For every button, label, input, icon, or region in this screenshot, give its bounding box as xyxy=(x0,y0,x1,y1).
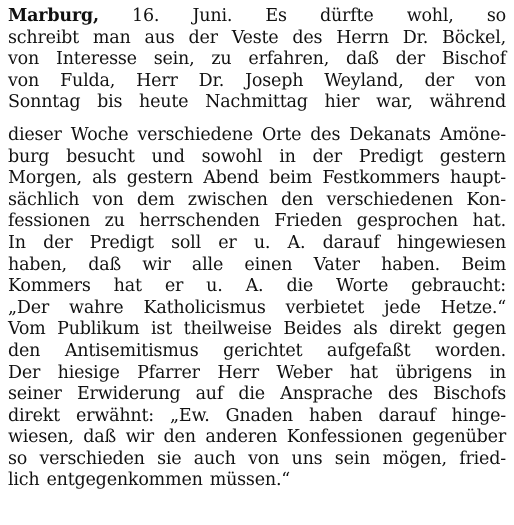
article-line xyxy=(8,384,506,406)
word: sowohl xyxy=(201,146,263,167)
article-line xyxy=(8,71,506,93)
word: zwischen xyxy=(187,189,268,210)
word: Nachmittag xyxy=(205,92,308,113)
word: Beim xyxy=(461,254,506,275)
word: Kon- xyxy=(466,189,506,210)
word: direkt xyxy=(8,405,60,426)
word: Festkommers xyxy=(322,168,440,189)
word: wir xyxy=(142,254,171,275)
article-line xyxy=(8,190,506,212)
word: der xyxy=(43,232,73,253)
word: alle xyxy=(191,254,224,275)
word: anderen xyxy=(205,427,278,448)
word: den xyxy=(281,189,314,210)
word: erfahren, xyxy=(248,49,330,70)
word: hier xyxy=(324,92,360,113)
word: wiesen, xyxy=(8,427,74,448)
word: Dr. xyxy=(198,70,225,91)
word: Amöne- xyxy=(439,124,506,145)
word: haupt- xyxy=(450,168,506,189)
word: jede xyxy=(384,297,421,318)
word: erwähnt: xyxy=(76,405,155,426)
article-line xyxy=(8,319,506,341)
word: gebraucht: xyxy=(411,276,506,297)
word: Publikum xyxy=(57,319,140,340)
word: den xyxy=(8,340,41,361)
word: Abend xyxy=(203,168,259,189)
word: In xyxy=(8,232,26,253)
word: er xyxy=(164,276,184,297)
article-line xyxy=(8,255,506,277)
word: uns xyxy=(291,448,323,469)
word: Katholicismus xyxy=(143,297,266,318)
word: Ansprache xyxy=(280,384,373,405)
word: darauf xyxy=(378,405,436,426)
word: gesprochen xyxy=(356,211,458,232)
word: besucht xyxy=(66,146,135,167)
word: gegenüber xyxy=(412,427,506,448)
word: gerichtet xyxy=(223,340,303,361)
word: Orte xyxy=(261,124,302,145)
word: gegen xyxy=(452,319,506,340)
word: sein, xyxy=(153,49,195,70)
article-line xyxy=(8,147,506,169)
word: A. xyxy=(245,276,264,297)
word: hiesige xyxy=(57,362,120,383)
word: schreibt xyxy=(8,27,80,48)
word: Woche xyxy=(70,124,129,145)
article-line xyxy=(8,341,506,363)
word: Beides xyxy=(283,319,342,340)
word: haben xyxy=(308,405,363,426)
article-line xyxy=(8,49,506,71)
word: und xyxy=(151,146,185,167)
word: u. xyxy=(253,232,271,253)
dateline-place: Marburg, xyxy=(8,6,99,26)
article-line xyxy=(8,427,506,449)
article-line xyxy=(8,92,506,114)
word: von xyxy=(474,70,506,91)
word: Böckel, xyxy=(442,27,506,48)
word: des xyxy=(310,124,341,145)
article-line xyxy=(8,28,506,50)
word: lich xyxy=(8,470,40,491)
article-line xyxy=(8,363,506,385)
word: hingewiesen xyxy=(396,232,506,253)
word: wir xyxy=(125,427,154,448)
word: Sonntag xyxy=(8,92,81,113)
word: so xyxy=(486,6,506,26)
word: man xyxy=(92,27,131,48)
word: aus xyxy=(144,27,175,48)
word: fessionen xyxy=(8,211,91,232)
word: Der xyxy=(8,362,41,383)
word: Konfessionen xyxy=(286,427,403,448)
word: Herr xyxy=(136,70,178,91)
word: von xyxy=(8,49,40,70)
word: beim xyxy=(269,168,313,189)
word: während xyxy=(429,92,506,113)
word: Joseph xyxy=(245,70,304,91)
word: Vater xyxy=(313,254,360,275)
word: gestern xyxy=(126,168,193,189)
word: heute xyxy=(139,92,189,113)
word: verschiedene xyxy=(137,124,253,145)
word: einen xyxy=(244,254,293,275)
word: Gnaden xyxy=(225,405,293,426)
word: wahre xyxy=(69,297,124,318)
word: verschiedenen xyxy=(326,189,454,210)
article-line xyxy=(8,406,506,428)
word: des xyxy=(292,27,323,48)
word: zu xyxy=(211,49,232,70)
article-line xyxy=(8,211,506,233)
word: er xyxy=(218,232,237,253)
word: Interesse xyxy=(56,49,137,70)
word: herrschenden xyxy=(139,211,260,232)
word: daß xyxy=(83,427,117,448)
word: verbietet xyxy=(285,297,365,318)
article-line xyxy=(8,6,506,28)
word: war, xyxy=(376,92,413,113)
word: theilweise xyxy=(183,319,272,340)
word: verschieden xyxy=(39,448,145,469)
word: „Der xyxy=(8,297,50,318)
word: aufgefaßt xyxy=(326,340,411,361)
word: Veste xyxy=(231,27,279,48)
word: Vom xyxy=(8,319,46,340)
word: Frieden xyxy=(274,211,343,232)
word: dem xyxy=(136,189,175,210)
word: Bischof xyxy=(441,49,506,70)
article-line xyxy=(8,168,506,190)
word: Morgen, xyxy=(8,168,82,189)
word: u. xyxy=(206,276,223,297)
word: A. xyxy=(287,232,306,253)
word: worden. xyxy=(435,340,506,361)
word: wohl, xyxy=(406,6,454,26)
word: fried- xyxy=(459,448,506,469)
word: die xyxy=(238,384,265,405)
word: der xyxy=(424,70,454,91)
word: soll xyxy=(171,232,201,253)
word: zu xyxy=(104,211,125,232)
word: Fulda, xyxy=(60,70,116,91)
word: auf xyxy=(195,384,224,405)
word: übrigens xyxy=(395,362,472,383)
word: direkt xyxy=(389,319,442,340)
word: Kommers xyxy=(8,276,91,297)
word: auch xyxy=(193,448,236,469)
word: entgegenkommen xyxy=(46,470,203,491)
word: von xyxy=(92,189,124,210)
word: als xyxy=(353,319,378,340)
word: sein xyxy=(334,448,371,469)
word: Worte xyxy=(336,276,389,297)
article-line xyxy=(8,276,506,298)
word: gestern xyxy=(439,146,506,167)
word: sächlich xyxy=(8,189,80,210)
article-line xyxy=(8,125,506,147)
word: Herr xyxy=(217,362,259,383)
word: Predigt xyxy=(358,146,423,167)
word: dieser xyxy=(8,124,62,145)
line-gap xyxy=(8,114,506,125)
word: den xyxy=(163,427,196,448)
word: Herrn xyxy=(336,27,389,48)
word: hat. xyxy=(472,211,506,232)
word: Weyland, xyxy=(324,70,404,91)
article-line xyxy=(8,449,506,471)
word: burg xyxy=(8,146,50,167)
word: hinge- xyxy=(451,405,506,426)
word: der xyxy=(312,146,342,167)
word: Pfarrer xyxy=(137,362,200,383)
word: des xyxy=(387,384,418,405)
word: in xyxy=(489,362,506,383)
word: müssen.“ xyxy=(209,470,291,491)
word: hat xyxy=(113,276,142,297)
word: Antisemitismus xyxy=(64,340,199,361)
word: ist xyxy=(151,319,173,340)
word: Hetze.“ xyxy=(440,297,506,318)
word: der xyxy=(188,27,218,48)
word: Dekanats xyxy=(349,124,431,145)
word: die xyxy=(286,276,313,297)
word: so xyxy=(8,448,28,469)
word: Juni. xyxy=(192,6,233,26)
word: daß xyxy=(88,254,121,275)
word: darauf xyxy=(322,232,380,253)
word: Weber xyxy=(276,362,333,383)
word: 16. xyxy=(132,6,160,26)
word: sie xyxy=(157,448,182,469)
word: seiner xyxy=(8,384,62,405)
word: Dr. xyxy=(402,27,429,48)
word: hat xyxy=(349,362,378,383)
word: von xyxy=(248,448,280,469)
word: dürfte xyxy=(319,6,374,26)
word: Predigt xyxy=(89,232,154,253)
word: Bischofs xyxy=(433,384,506,405)
word: Es xyxy=(265,6,287,26)
article-line xyxy=(8,470,506,492)
word: haben, xyxy=(8,254,67,275)
word: in xyxy=(279,146,296,167)
word: haben. xyxy=(381,254,441,275)
word: mögen, xyxy=(382,448,447,469)
word: daß xyxy=(345,49,379,70)
article-line xyxy=(8,233,506,255)
article-line xyxy=(8,298,506,320)
word: „Ew. xyxy=(170,405,210,426)
word: als xyxy=(92,168,117,189)
word: Erwiderung xyxy=(76,384,181,405)
word: der xyxy=(395,49,425,70)
word: von xyxy=(8,70,40,91)
word: bis xyxy=(97,92,123,113)
article-text xyxy=(8,6,506,492)
newspaper-clipping xyxy=(8,6,506,492)
